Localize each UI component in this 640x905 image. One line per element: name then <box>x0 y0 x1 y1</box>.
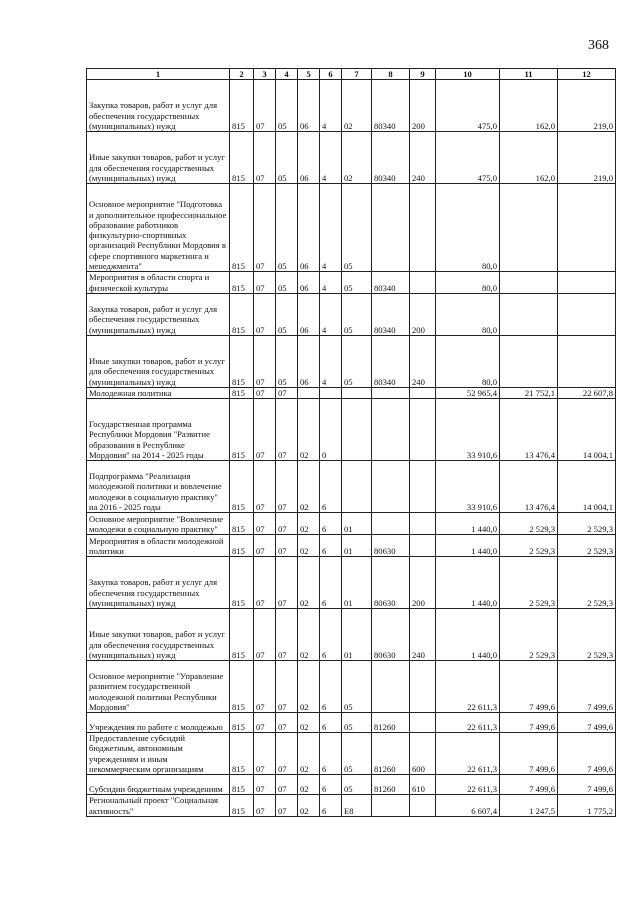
cell-c3: 07 <box>254 335 276 387</box>
cell-c4: 07 <box>276 387 298 398</box>
cell-c10: 80,0 <box>436 335 500 387</box>
cell-c4: 07 <box>276 795 298 817</box>
table-row <box>87 184 616 272</box>
cell-c9 <box>410 184 436 272</box>
cell-c11: 7 499,6 <box>500 661 558 713</box>
cell-c10: 52 965,4 <box>436 387 500 398</box>
cell-c4: 05 <box>276 132 298 184</box>
cell-c7: 05 <box>342 335 372 387</box>
cell-c10: 22 611,3 <box>436 733 500 775</box>
table-row <box>87 80 616 132</box>
cell-c7 <box>342 387 372 398</box>
cell-c8: 80340 <box>372 293 410 335</box>
cell-c5: 02 <box>298 795 320 817</box>
cell-c6: 6 <box>320 713 342 733</box>
cell-c12: 7 499,6 <box>558 661 616 713</box>
cell-c2: 815 <box>230 132 254 184</box>
column-header: 11 <box>500 69 558 80</box>
cell-c2: 815 <box>230 513 254 535</box>
table-row <box>87 513 616 535</box>
table-row <box>87 399 616 461</box>
cell-c12: 22 607,8 <box>558 387 616 398</box>
cell-c11: 13 476,4 <box>500 399 558 461</box>
cell-c10: 33 910,6 <box>436 461 500 513</box>
cell-c3: 07 <box>254 609 276 661</box>
cell-c8: 81260 <box>372 713 410 733</box>
cell-c6: 4 <box>320 184 342 272</box>
cell-c8 <box>372 184 410 272</box>
table-row <box>87 293 616 335</box>
row-name-cell: Подпрограмма "Реализация молодежной политики и вовлечение молодежи в социальную практику" на 2016 - 2025 годы <box>87 461 230 513</box>
cell-c9 <box>410 399 436 461</box>
cell-c6: 6 <box>320 461 342 513</box>
cell-c11: 2 529,3 <box>500 557 558 609</box>
cell-c9 <box>410 535 436 557</box>
cell-c6: 4 <box>320 335 342 387</box>
cell-c9 <box>410 272 436 294</box>
cell-c6: 4 <box>320 132 342 184</box>
column-header: 3 <box>254 69 276 80</box>
cell-c2: 815 <box>230 557 254 609</box>
column-header: 8 <box>372 69 410 80</box>
row-name-cell: Основное мероприятие "Управление развитием государственной молодежной политики Республики Мордовия" <box>87 661 230 713</box>
table-body <box>87 80 616 817</box>
cell-c6: 6 <box>320 775 342 795</box>
header-row <box>87 69 616 80</box>
row-name-cell: Мероприятия в области молодежной политики <box>87 535 230 557</box>
cell-c6: 6 <box>320 513 342 535</box>
cell-c7: 05 <box>342 775 372 795</box>
cell-c11 <box>500 293 558 335</box>
cell-c5: 02 <box>298 661 320 713</box>
cell-c9 <box>410 513 436 535</box>
cell-c2: 815 <box>230 733 254 775</box>
cell-c8: 80340 <box>372 80 410 132</box>
cell-c11: 7 499,6 <box>500 733 558 775</box>
cell-c8 <box>372 399 410 461</box>
cell-c2: 815 <box>230 184 254 272</box>
cell-c5: 06 <box>298 272 320 294</box>
cell-c9 <box>410 661 436 713</box>
cell-c10: 80,0 <box>436 272 500 294</box>
table-row <box>87 661 616 713</box>
cell-c5: 02 <box>298 713 320 733</box>
cell-c5: 02 <box>298 733 320 775</box>
cell-c2: 815 <box>230 775 254 795</box>
cell-c2: 815 <box>230 661 254 713</box>
cell-c4: 07 <box>276 733 298 775</box>
cell-c7: 01 <box>342 609 372 661</box>
cell-c7: 05 <box>342 713 372 733</box>
cell-c9: 600 <box>410 733 436 775</box>
cell-c11 <box>500 335 558 387</box>
table-row <box>87 132 616 184</box>
cell-c2: 815 <box>230 713 254 733</box>
cell-c4: 07 <box>276 513 298 535</box>
row-name-cell: Государственная программа Республики Мордовия "Развитие образования в Республике Мордовия" на 2014 - 2025 годы <box>87 399 230 461</box>
cell-c10: 1 440,0 <box>436 609 500 661</box>
cell-c9: 610 <box>410 775 436 795</box>
cell-c9: 240 <box>410 132 436 184</box>
table-row <box>87 557 616 609</box>
cell-c8: 80340 <box>372 335 410 387</box>
cell-c10: 6 607,4 <box>436 795 500 817</box>
cell-c3: 07 <box>254 733 276 775</box>
cell-c12: 1 775,2 <box>558 795 616 817</box>
cell-c8: 80340 <box>372 132 410 184</box>
cell-c3: 07 <box>254 461 276 513</box>
cell-c10: 1 440,0 <box>436 535 500 557</box>
cell-c8 <box>372 513 410 535</box>
cell-c7: E8 <box>342 795 372 817</box>
cell-c4: 07 <box>276 713 298 733</box>
cell-c2: 815 <box>230 795 254 817</box>
column-header: 7 <box>342 69 372 80</box>
cell-c11: 162,0 <box>500 132 558 184</box>
cell-c3: 07 <box>254 184 276 272</box>
cell-c10: 33 910,6 <box>436 399 500 461</box>
cell-c12: 7 499,6 <box>558 713 616 733</box>
row-name-cell: Иные закупки товаров, работ и услуг для обеспечения государственных (муниципальных) нужд <box>87 132 230 184</box>
cell-c9: 200 <box>410 80 436 132</box>
cell-c11: 2 529,3 <box>500 609 558 661</box>
cell-c2: 815 <box>230 609 254 661</box>
cell-c9 <box>410 795 436 817</box>
cell-c12: 14 004,1 <box>558 399 616 461</box>
row-name-cell: Иные закупки товаров, работ и услуг для обеспечения государственных (муниципальных) нужд <box>87 335 230 387</box>
row-name-cell: Молодежная политика <box>87 387 230 398</box>
cell-c4: 07 <box>276 535 298 557</box>
cell-c9: 240 <box>410 335 436 387</box>
cell-c12 <box>558 272 616 294</box>
cell-c7: 05 <box>342 184 372 272</box>
cell-c6: 4 <box>320 293 342 335</box>
cell-c11: 7 499,6 <box>500 713 558 733</box>
cell-c5: 02 <box>298 609 320 661</box>
cell-c6: 6 <box>320 535 342 557</box>
cell-c2: 815 <box>230 387 254 398</box>
cell-c8: 80340 <box>372 272 410 294</box>
table-row <box>87 461 616 513</box>
cell-c7: 05 <box>342 272 372 294</box>
cell-c7 <box>342 399 372 461</box>
cell-c10: 22 611,3 <box>436 713 500 733</box>
row-name-cell: Закупка товаров, работ и услуг для обеспечения государственных (муниципальных) нужд <box>87 557 230 609</box>
row-name-cell: Основное мероприятие "Подготовка и дополнительное профессиональное образование работников физкультурно-спортивных организаций Республики Мордовия в сфере спортивного маркетинга и менеджмента" <box>87 184 230 272</box>
cell-c7: 01 <box>342 513 372 535</box>
column-header: 1 <box>87 69 230 80</box>
cell-c8 <box>372 387 410 398</box>
budget-table <box>86 68 616 817</box>
cell-c7: 05 <box>342 733 372 775</box>
cell-c6: 6 <box>320 557 342 609</box>
column-header: 9 <box>410 69 436 80</box>
cell-c2: 815 <box>230 335 254 387</box>
cell-c10: 1 440,0 <box>436 557 500 609</box>
cell-c8: 80630 <box>372 609 410 661</box>
cell-c10: 475,0 <box>436 132 500 184</box>
cell-c12: 2 529,3 <box>558 609 616 661</box>
cell-c3: 07 <box>254 661 276 713</box>
cell-c11: 21 752,1 <box>500 387 558 398</box>
cell-c11: 162,0 <box>500 80 558 132</box>
cell-c4: 05 <box>276 272 298 294</box>
cell-c6: 6 <box>320 661 342 713</box>
cell-c9: 200 <box>410 557 436 609</box>
cell-c5: 06 <box>298 132 320 184</box>
cell-c9 <box>410 387 436 398</box>
cell-c8 <box>372 461 410 513</box>
column-header: 2 <box>230 69 254 80</box>
cell-c6: 6 <box>320 609 342 661</box>
cell-c2: 815 <box>230 399 254 461</box>
cell-c8: 81260 <box>372 733 410 775</box>
cell-c10: 1 440,0 <box>436 513 500 535</box>
cell-c3: 07 <box>254 80 276 132</box>
column-header: 4 <box>276 69 298 80</box>
table-row <box>87 775 616 795</box>
cell-c5 <box>298 387 320 398</box>
cell-c3: 07 <box>254 795 276 817</box>
cell-c3: 07 <box>254 272 276 294</box>
table-row <box>87 335 616 387</box>
table-row <box>87 387 616 398</box>
table-row <box>87 535 616 557</box>
cell-c9 <box>410 461 436 513</box>
row-name-cell: Закупка товаров, работ и услуг для обеспечения государственных (муниципальных) нужд <box>87 80 230 132</box>
cell-c8: 81260 <box>372 775 410 795</box>
cell-c6: 4 <box>320 80 342 132</box>
cell-c11: 2 529,3 <box>500 535 558 557</box>
column-header: 10 <box>436 69 500 80</box>
cell-c4: 07 <box>276 661 298 713</box>
row-name-cell: Основное мероприятие "Вовлечение молодежи в социальную практику" <box>87 513 230 535</box>
table-row <box>87 713 616 733</box>
cell-c6: 0 <box>320 399 342 461</box>
row-name-cell: Региональный проект "Социальная активность" <box>87 795 230 817</box>
cell-c10: 80,0 <box>436 293 500 335</box>
cell-c7: 02 <box>342 80 372 132</box>
cell-c11: 2 529,3 <box>500 513 558 535</box>
cell-c7: 05 <box>342 293 372 335</box>
cell-c3: 07 <box>254 132 276 184</box>
column-header: 6 <box>320 69 342 80</box>
cell-c5: 06 <box>298 184 320 272</box>
cell-c7: 01 <box>342 557 372 609</box>
cell-c7: 01 <box>342 535 372 557</box>
table-row <box>87 795 616 817</box>
cell-c12: 7 499,6 <box>558 775 616 795</box>
cell-c5: 02 <box>298 535 320 557</box>
cell-c8 <box>372 661 410 713</box>
cell-c5: 06 <box>298 335 320 387</box>
cell-c4: 07 <box>276 461 298 513</box>
cell-c9: 200 <box>410 293 436 335</box>
cell-c4: 05 <box>276 80 298 132</box>
cell-c11 <box>500 184 558 272</box>
cell-c5: 02 <box>298 775 320 795</box>
cell-c9: 240 <box>410 609 436 661</box>
cell-c3: 07 <box>254 387 276 398</box>
cell-c6 <box>320 387 342 398</box>
page-number: 368 <box>588 38 609 53</box>
cell-c6: 6 <box>320 733 342 775</box>
cell-c12: 2 529,3 <box>558 557 616 609</box>
cell-c12: 219,0 <box>558 132 616 184</box>
cell-c12: 14 004,1 <box>558 461 616 513</box>
cell-c2: 815 <box>230 293 254 335</box>
cell-c5: 02 <box>298 557 320 609</box>
cell-c6: 4 <box>320 272 342 294</box>
cell-c2: 815 <box>230 461 254 513</box>
cell-c12 <box>558 293 616 335</box>
cell-c4: 05 <box>276 184 298 272</box>
cell-c12: 7 499,6 <box>558 733 616 775</box>
cell-c5: 02 <box>298 399 320 461</box>
row-name-cell: Субсидии бюджетным учреждениям <box>87 775 230 795</box>
row-name-cell: Учреждения по работе с молодежью <box>87 713 230 733</box>
cell-c10: 80,0 <box>436 184 500 272</box>
cell-c3: 07 <box>254 293 276 335</box>
cell-c3: 07 <box>254 557 276 609</box>
row-name-cell: Закупка товаров, работ и услуг для обеспечения государственных (муниципальных) нужд <box>87 293 230 335</box>
cell-c11 <box>500 272 558 294</box>
cell-c5: 06 <box>298 293 320 335</box>
table-row <box>87 609 616 661</box>
table-row <box>87 733 616 775</box>
cell-c4: 07 <box>276 399 298 461</box>
cell-c3: 07 <box>254 775 276 795</box>
cell-c3: 07 <box>254 513 276 535</box>
cell-c8: 80630 <box>372 535 410 557</box>
cell-c10: 22 611,3 <box>436 775 500 795</box>
cell-c7: 02 <box>342 132 372 184</box>
cell-c9 <box>410 713 436 733</box>
row-name-cell: Иные закупки товаров, работ и услуг для обеспечения государственных (муниципальных) нужд <box>87 609 230 661</box>
cell-c12 <box>558 184 616 272</box>
cell-c10: 22 611,3 <box>436 661 500 713</box>
cell-c2: 815 <box>230 272 254 294</box>
cell-c5: 02 <box>298 461 320 513</box>
cell-c7: 05 <box>342 661 372 713</box>
cell-c4: 05 <box>276 293 298 335</box>
cell-c12 <box>558 335 616 387</box>
cell-c11: 1 247,5 <box>500 795 558 817</box>
cell-c3: 07 <box>254 535 276 557</box>
cell-c11: 7 499,6 <box>500 775 558 795</box>
column-header: 5 <box>298 69 320 80</box>
row-name-cell: Мероприятия в области спорта и физической культуры <box>87 272 230 294</box>
cell-c8 <box>372 795 410 817</box>
cell-c3: 07 <box>254 399 276 461</box>
cell-c5: 02 <box>298 513 320 535</box>
cell-c12: 219,0 <box>558 80 616 132</box>
table-row <box>87 272 616 294</box>
cell-c2: 815 <box>230 80 254 132</box>
cell-c8: 80630 <box>372 557 410 609</box>
cell-c5: 06 <box>298 80 320 132</box>
cell-c4: 07 <box>276 609 298 661</box>
row-name-cell: Предоставление субсидий бюджетным, автономным учреждениям и иным некоммерческим организациям <box>87 733 230 775</box>
cell-c12: 2 529,3 <box>558 513 616 535</box>
cell-c4: 07 <box>276 775 298 795</box>
cell-c11: 13 476,4 <box>500 461 558 513</box>
cell-c10: 475,0 <box>436 80 500 132</box>
cell-c4: 07 <box>276 557 298 609</box>
cell-c7 <box>342 461 372 513</box>
cell-c2: 815 <box>230 535 254 557</box>
cell-c3: 07 <box>254 713 276 733</box>
cell-c6: 6 <box>320 795 342 817</box>
column-header: 12 <box>558 69 616 80</box>
cell-c12: 2 529,3 <box>558 535 616 557</box>
cell-c4: 05 <box>276 335 298 387</box>
